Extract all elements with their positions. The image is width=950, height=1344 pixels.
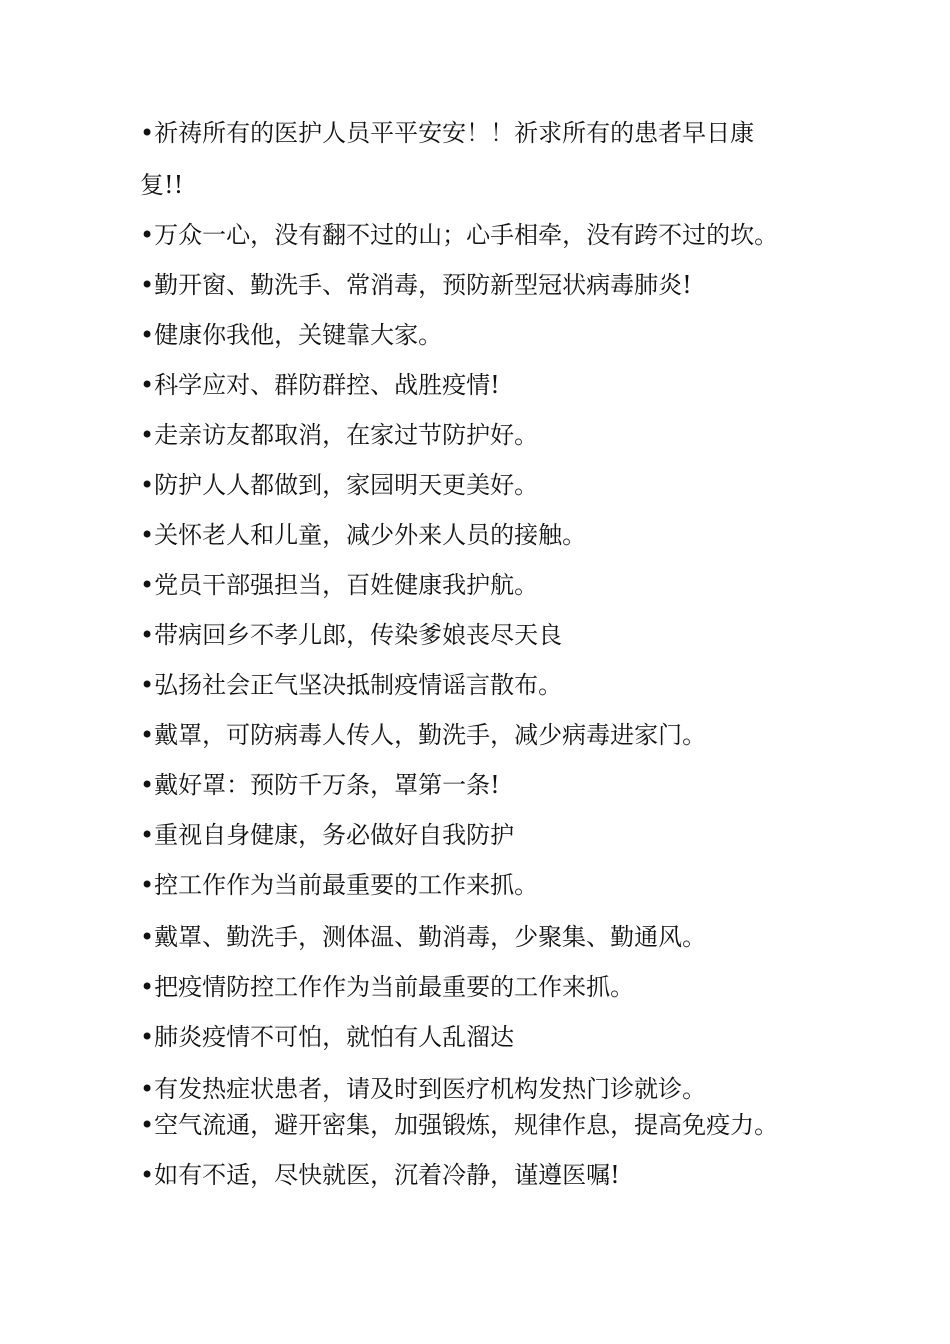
text-line-5: •健康你我他，关键靠大家。 [140, 321, 443, 349]
text-line-1: •祈祷所有的医护人员平平安安！！祈求所有的患者早日康 [140, 119, 755, 147]
text-line-4: •勤开窗、勤洗手、常消毒，预防新型冠状病毒肺炎! [140, 271, 692, 299]
text-line-21: •空气流通，避开密集，加强锻炼，规律作息，提高免疫力。 [140, 1111, 779, 1139]
text-line-13: •戴罩，可防病毒人传人，勤洗手，减少病毒进家门。 [140, 721, 707, 749]
text-line-6: •科学应对、群防群控、战胜疫情! [140, 371, 500, 399]
text-line-17: •戴罩、勤洗手，测体温、勤消毒，少聚集、勤通风。 [140, 923, 707, 951]
text-line-12: •弘扬社会正气坚决抵制疫情谣言散布。 [140, 671, 563, 699]
text-line-16: •控工作作为当前最重要的工作来抓。 [140, 871, 539, 899]
text-line-18: •把疫情防控工作作为当前最重要的工作来抓。 [140, 973, 635, 1001]
text-line-14: •戴好罩：预防千万条，罩第一条! [140, 771, 500, 799]
text-line-20: •有发热症状患者，请及时到医疗机构发热门诊就诊。 [140, 1075, 707, 1103]
text-line-19: •肺炎疫情不可怕，就怕有人乱溜达 [140, 1023, 515, 1051]
text-line-3: •万众一心，没有翻不过的山；心手相牵，没有跨不过的坎。 [140, 221, 779, 249]
text-line-15: •重视自身健康，务必做好自我防护 [140, 821, 515, 849]
text-line-9: •关怀老人和儿童，减少外来人员的接触。 [140, 521, 587, 549]
text-line-10: •党员干部强担当，百姓健康我护航。 [140, 571, 539, 599]
text-line-8: •防护人人都做到，家园明天更美好。 [140, 471, 539, 499]
text-line-11: •带病回乡不孝儿郎，传染爹娘丧尽天良 [140, 621, 563, 649]
text-line-22: •如有不适，尽快就医，沉着冷静，谨遵医嘱! [140, 1161, 620, 1189]
text-line-2: 复!! [140, 171, 184, 199]
text-line-7: •走亲访友都取消，在家过节防护好。 [140, 421, 539, 449]
